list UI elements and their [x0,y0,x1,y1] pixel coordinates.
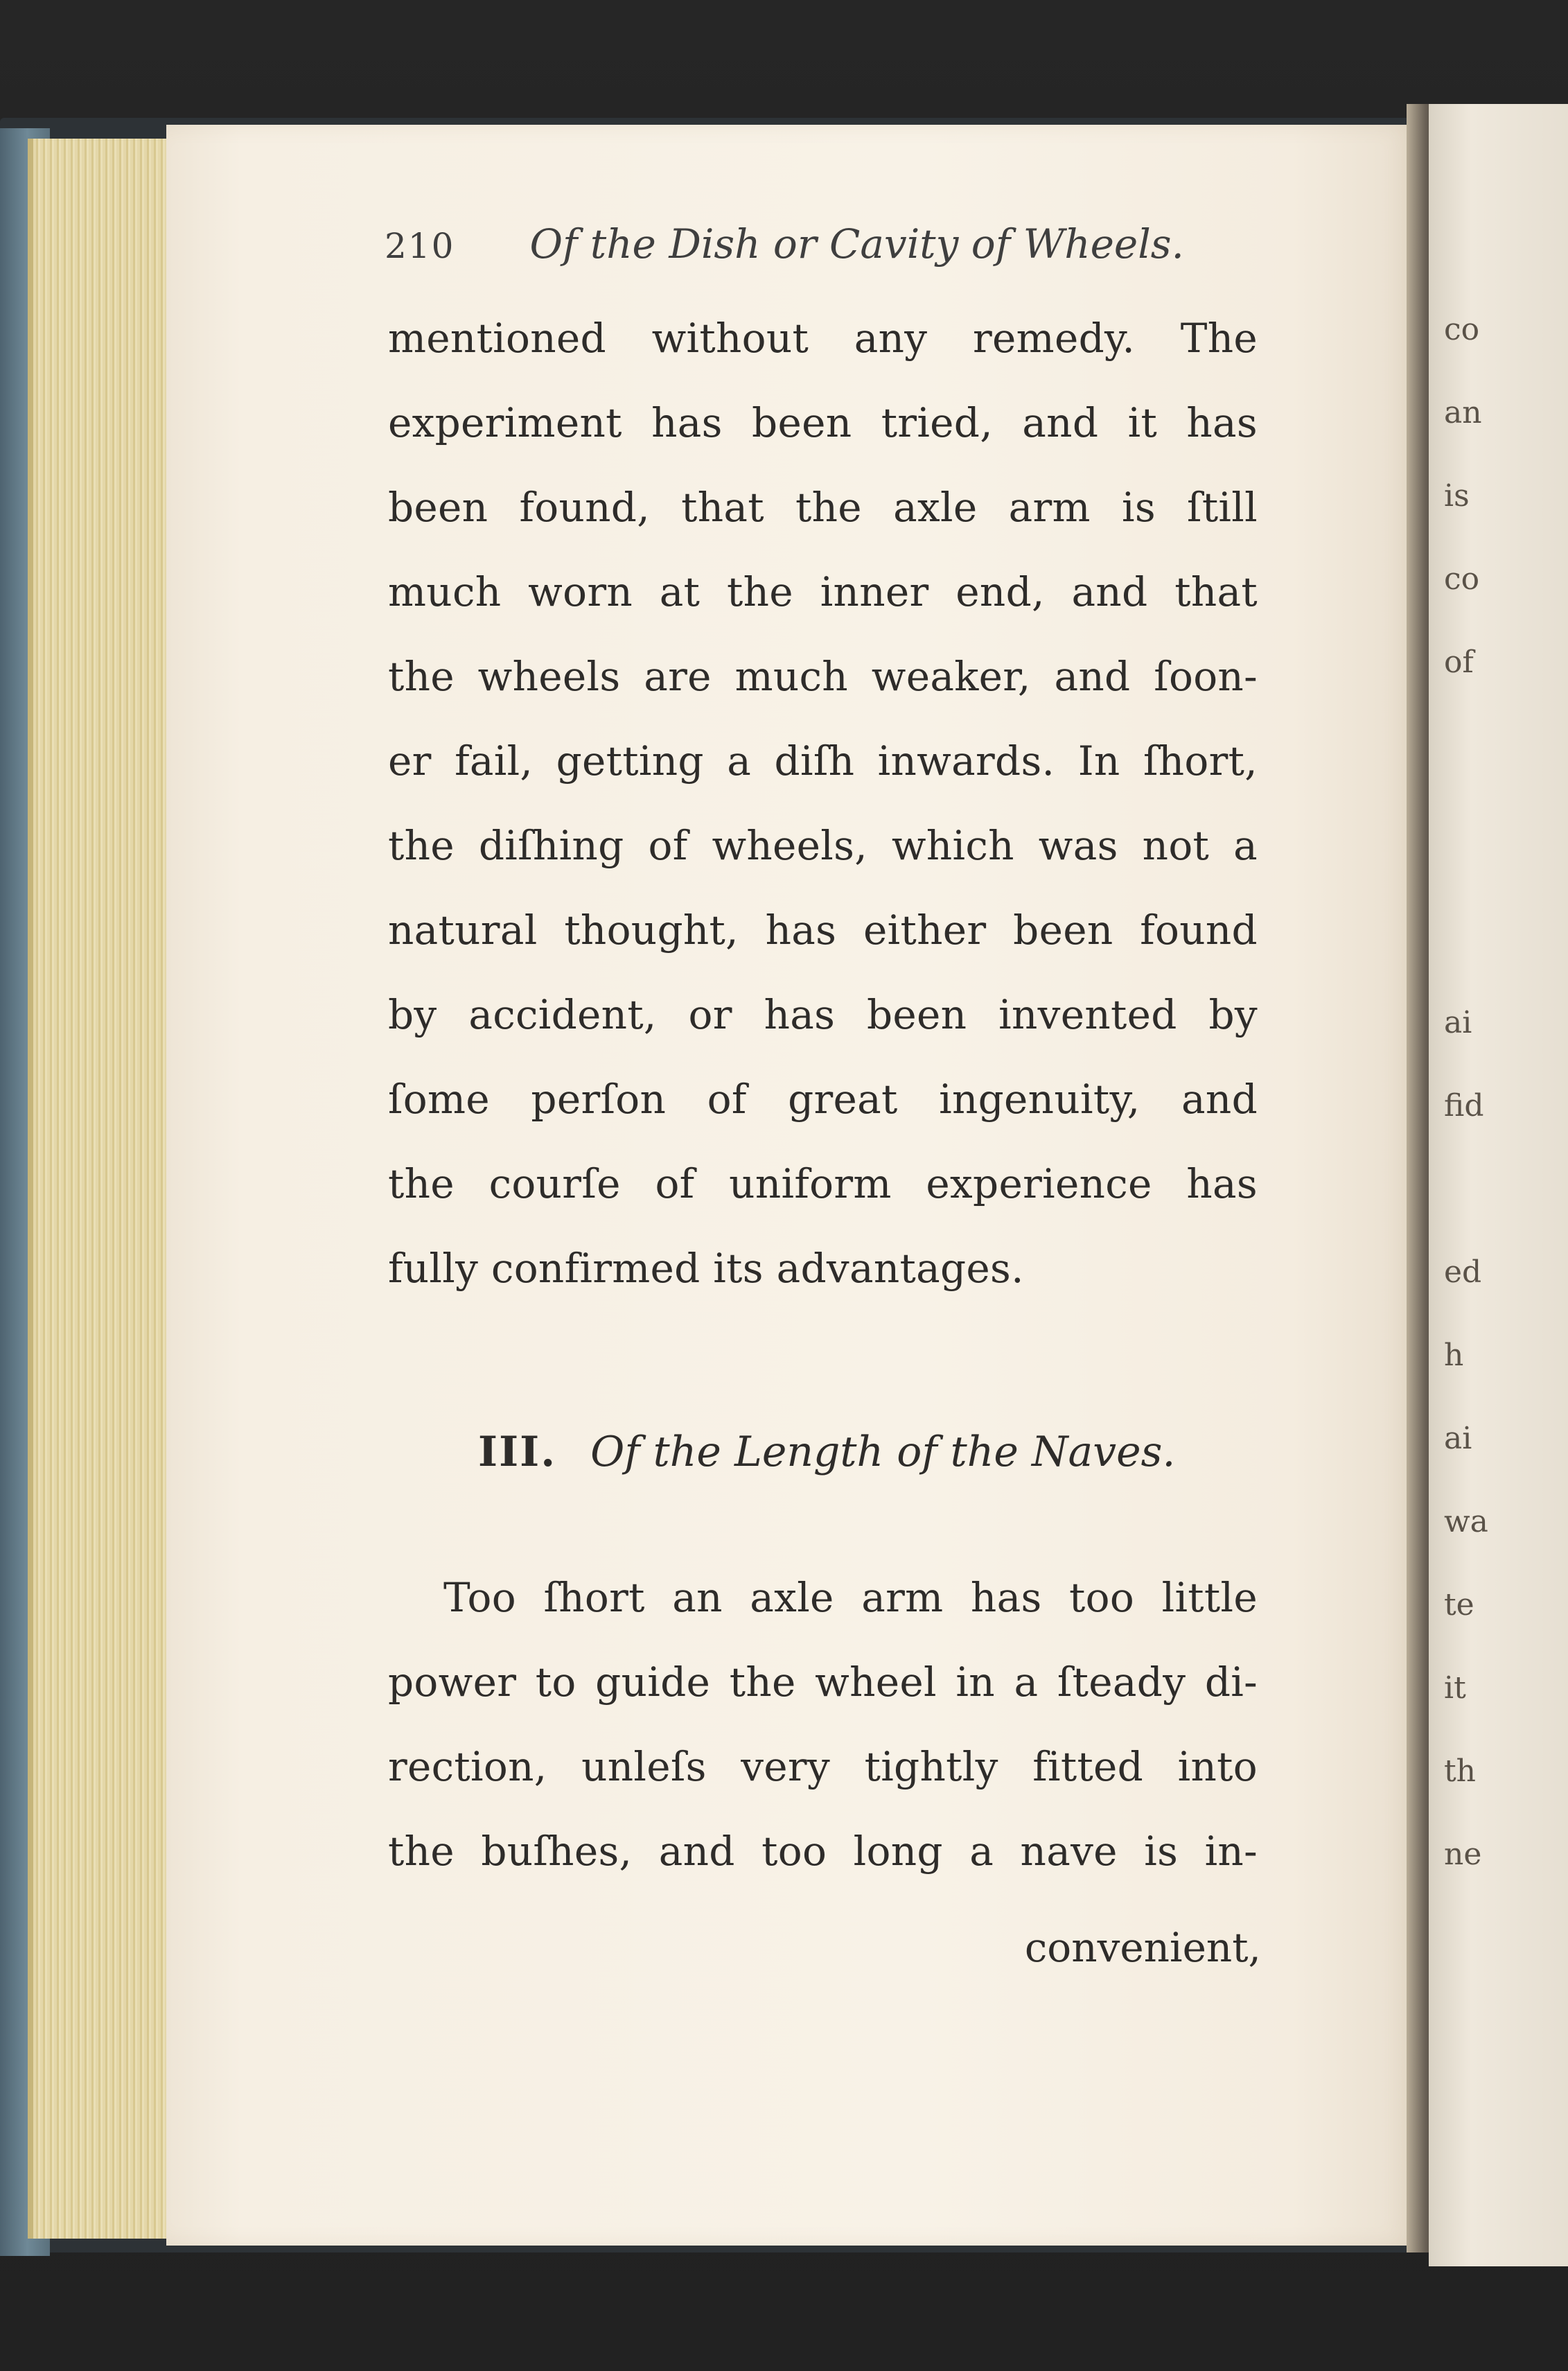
text-line: by accident, or has been invented by [388,991,1258,1038]
section-title: Of the Length of the Naves. [590,1428,1176,1476]
section-heading [478,1428,1240,1497]
text-line: er fail, getting a diſh inwards. In ſhort, [388,737,1258,785]
facing-fragment: fid [1444,1088,1484,1123]
facing-fragment: an [1444,395,1482,430]
text-line: natural thought, has either been found [388,907,1258,954]
text-line: the buſhes, and too long a nave is in- [388,1828,1258,1875]
running-head [385,220,1258,276]
facing-fragment: of [1444,645,1474,680]
page-edges [28,139,179,2239]
text-line: experiment has been tried, and it has [388,399,1258,446]
text-line: power to guide the wheel in a ſteady di- [388,1659,1258,1706]
facing-fragment: co [1444,561,1480,597]
text-line: the courſe of uniform experience has [388,1160,1258,1207]
text-line: rection, unleſs very tightly fitted into [388,1743,1258,1790]
paragraph-1 [388,304,1258,1318]
facing-fragment: wa [1444,1504,1488,1539]
text-line: ſome perſon of great ingenuity, and [388,1076,1258,1123]
facing-fragment: th [1444,1753,1477,1789]
facing-fragment: co [1444,312,1480,347]
section-numeral: III. [478,1428,557,1476]
text-line: mentioned without any remedy. The [388,315,1258,362]
facing-fragment: ne [1444,1837,1482,1872]
text-line: much worn at the inner end, and that [388,568,1258,615]
facing-fragment: is [1444,478,1470,514]
text-line: the wheels are much weaker, and ſoon- [388,653,1258,700]
facing-page [1429,104,1568,2266]
text-line: the diſhing of wheels, which was not a [388,822,1258,869]
facing-fragment: it [1444,1670,1466,1706]
text-line: been found, that the axle arm is ſtill [388,484,1258,531]
paragraph-2 [388,1563,1258,1901]
facing-fragment: te [1444,1587,1474,1622]
facing-fragment: ai [1444,1005,1472,1040]
text-line: fully confirmed its advantages. [388,1245,1024,1292]
facing-fragment: ai [1444,1421,1472,1456]
facing-fragment: h [1444,1338,1464,1373]
page-number: 210 [385,226,455,266]
catchword: convenient, [1024,1924,1261,1971]
running-head-title: Of the Dish or Cavity of Wheels. [529,220,1184,268]
facing-fragment: ed [1444,1254,1482,1290]
text-line: Too ſhort an axle arm has too little [443,1574,1258,1621]
